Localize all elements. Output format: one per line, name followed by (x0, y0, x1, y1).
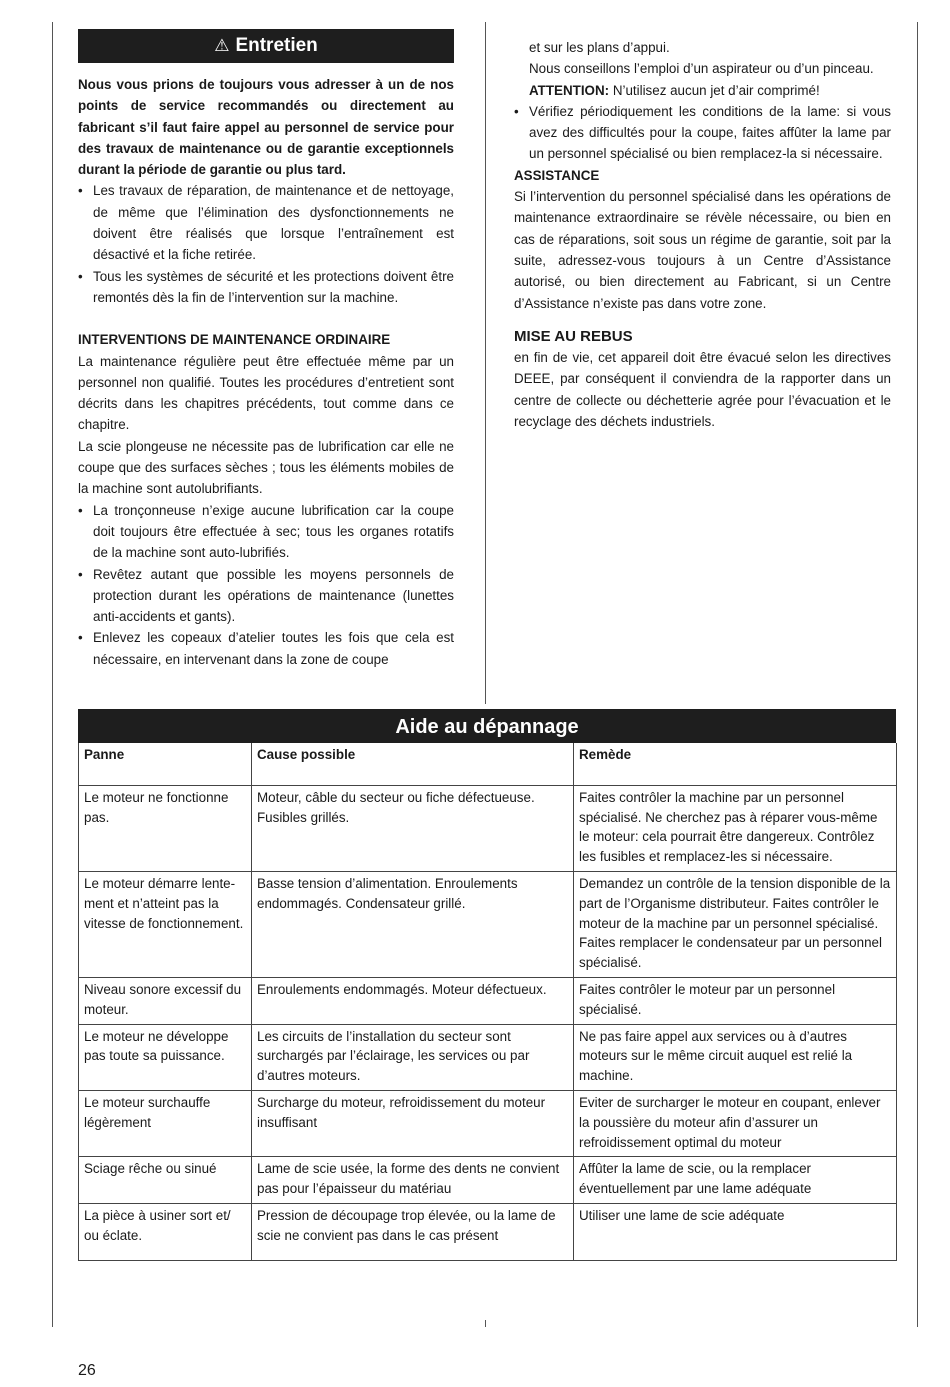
cell-cause: Enroulements endommagés. Moteur défectueux. (252, 977, 574, 1024)
table-row (79, 871, 897, 977)
attention-label: ATTENTION: (529, 82, 610, 98)
paragraph-regular-maintenance: La maintenance régulière peut être effectuée même par un personnel non qualifié. Toutes les procédures d’entretient sont décrits dans les chapitres précédents, tout comme dans ce chapitre. (78, 353, 454, 433)
troubleshooting-table (78, 743, 897, 1261)
cell-fault: Le moteur ne développe pas toute sa puissance. (79, 1024, 252, 1090)
cell-remedy: Ne pas faire appel aux services ou à d’autres moteurs sur le même circuit auquel est relié la machine. (574, 1024, 897, 1090)
cell-cause: Basse tension d’alimentation. Enroulements endommagés. Condensateur grillé. (252, 871, 574, 977)
bullet-safety: • Tous les systèmes de sécurité et les protections doivent être remontés dès la fin de l’intervention sur la machine. (78, 266, 454, 309)
assistance-paragraph: Si l’intervention du personnel spécialisé dans les opérations de maintenance extraordinaire se révèle nécessaire, ou bien en cas de réparations, soit sous un régime de garantie, soit par la suite, adressez-vous toujours à un Centre d’Assistance autorisé, ou bien directement au Fabricant, si un Centre d’Assistance n’existe pas dans votre zone. (514, 189, 891, 311)
bullet-chips: • Enlevez les copeaux d’atelier toutes les fois que cela est nécessaire, en intervenant dans la zone de coupe (78, 627, 454, 670)
cell-fault: Le moteur démarre lente-ment et n’atteint pas la vitesse de fonctionnement. (79, 871, 252, 977)
cell-fault: Le moteur surchauffe légèrement (79, 1090, 252, 1156)
table-row (79, 1024, 897, 1090)
header-panne: Panne (79, 743, 252, 785)
intro-paragraph: Nous vous prions de toujours vous adresser à un de nos points de service recommandés ou directement au fabricant s’il faut faire appel au personnel de service pour des travaux de maintenance ou de garantie exceptionnels durant la période de garantie ou plus tard. (78, 77, 454, 178)
column-divider (485, 22, 486, 704)
cell-fault: Niveau sonore excessif du moteur. (79, 977, 252, 1024)
table-row (79, 977, 897, 1024)
attention-note (514, 80, 891, 101)
right-column (514, 37, 891, 432)
page-number: 26 (78, 1362, 96, 1379)
cell-cause: Moteur, câble du secteur ou fiche défectueuse. Fusibles grillés. (252, 785, 574, 871)
header-remede: Remède (574, 743, 897, 785)
warning-triangle-icon: ⚠ (214, 36, 230, 55)
bullet-no-lubrication: • La tronçonneuse n’exige aucune lubrification car la coupe doit toujours être effectuée à sec; tous les organes rotatifs de la machine sont auto-lubrifiés. (78, 500, 454, 564)
left-column (78, 29, 454, 670)
table-row (79, 1203, 897, 1260)
table-row (79, 785, 897, 871)
disposal-paragraph: en fin de vie, cet appareil doit être évacué selon les directives DEEE, par conséquent il conviendra de la rapporter dans un centre de collecte ou déchetterie agrée pour l’évacuation et le recyclage des déchets industriels. (514, 350, 891, 430)
vacuum-advice: Nous conseillons l’emploi d’un aspirateur ou d’un pinceau. (529, 61, 874, 77)
cell-remedy: Affûter la lame de scie, ou la remplacer éventuellement par une lame adéquate (574, 1157, 897, 1204)
entretien-title: Entretien (235, 35, 318, 56)
heading-ordinary-maintenance: INTERVENTIONS DE MAINTENANCE ORDINAIRE (78, 332, 391, 348)
right-margin-rule (917, 22, 918, 1327)
cell-fault: Le moteur ne fonctionne pas. (79, 785, 252, 871)
paragraph-lubrication: La scie plongeuse ne nécessite pas de lubrification car elle ne coupe que des surfaces sèches ; tous les éléments mobiles de la machine sont autolubrifiants. (78, 438, 454, 497)
bottom-tick (485, 1320, 486, 1327)
heading-disposal: MISE AU REBUS (514, 327, 633, 345)
cell-remedy: Eviter de surcharger le moteur en coupant, enlever la poussière du moteur afin d’assurer un refroidissement optimal du moteur (574, 1090, 897, 1156)
left-margin-rule (52, 22, 53, 1327)
cell-remedy: Demandez un contrôle de la tension disponible de la part de l’Organisme distributeur. Faites contrôler le moteur de la machine par un personnel spécialisé. Faites remplacer le condensateur par un personnel spécialisé. (574, 871, 897, 977)
troubleshooting-title: Aide au dépannage (78, 709, 896, 743)
attention-text: N’utilisez aucun jet d’air comprimé! (609, 82, 820, 98)
cell-cause: Pression de découpage trop élevée, ou la lame de scie ne convient pas dans le cas présent (252, 1203, 574, 1260)
bullet-repair: • Les travaux de réparation, de maintenance et de nettoyage, de même que l’élimination des dysfonctionnements ne doivent être réalisés que lorsque l’entraînement est désactivé et la fiche retirée. (78, 180, 454, 265)
cell-remedy: Utiliser une lame de scie adéquate (574, 1203, 897, 1260)
header-cause: Cause possible (252, 743, 574, 785)
table-row (79, 1090, 897, 1156)
troubleshooting-section (78, 709, 896, 1261)
heading-assistance: ASSISTANCE (514, 167, 600, 183)
table-header-row (79, 743, 897, 785)
table-row (79, 1157, 897, 1204)
cell-fault: La pièce à usiner sort et/ ou éclate. (79, 1203, 252, 1260)
continuation-text: et sur les plans d’appui. (529, 40, 670, 55)
bullet-protection: • Revêtez autant que possible les moyens personnels de protection durant les opérations de maintenance (lunettes anti-accidents et gants). (78, 564, 454, 628)
cell-remedy: Faites contrôler le moteur par un personnel spécialisé. (574, 977, 897, 1024)
cell-cause: Lame de scie usée, la forme des dents ne convient pas pour l’épaisseur du matériau (252, 1157, 574, 1204)
cell-cause: Surcharge du moteur, refroidissement du moteur insuffisant (252, 1090, 574, 1156)
entretien-header (78, 29, 454, 63)
spacer (78, 308, 454, 329)
cell-cause: Les circuits de l’installation du secteur sont surchargés par l’éclairage, les services ou par d’autres moteurs. (252, 1024, 574, 1090)
bullet-blade-check: • Vérifiez périodiquement les conditions de la lame: si vous avez des difficultés pour la coupe, faites affûter la lame par un personnel spécialisé ou bien remplacez-la si nécessaire. (514, 101, 891, 165)
cell-fault: Sciage rêche ou sinué (79, 1157, 252, 1204)
cell-remedy: Faites contrôler la machine par un personnel spécialisé. Ne cherchez pas à réparer vous-même le moteur: cela pourrait être dangereux. Contrôlez les fusibles et remplacez-les si nécessaire. (574, 785, 897, 871)
